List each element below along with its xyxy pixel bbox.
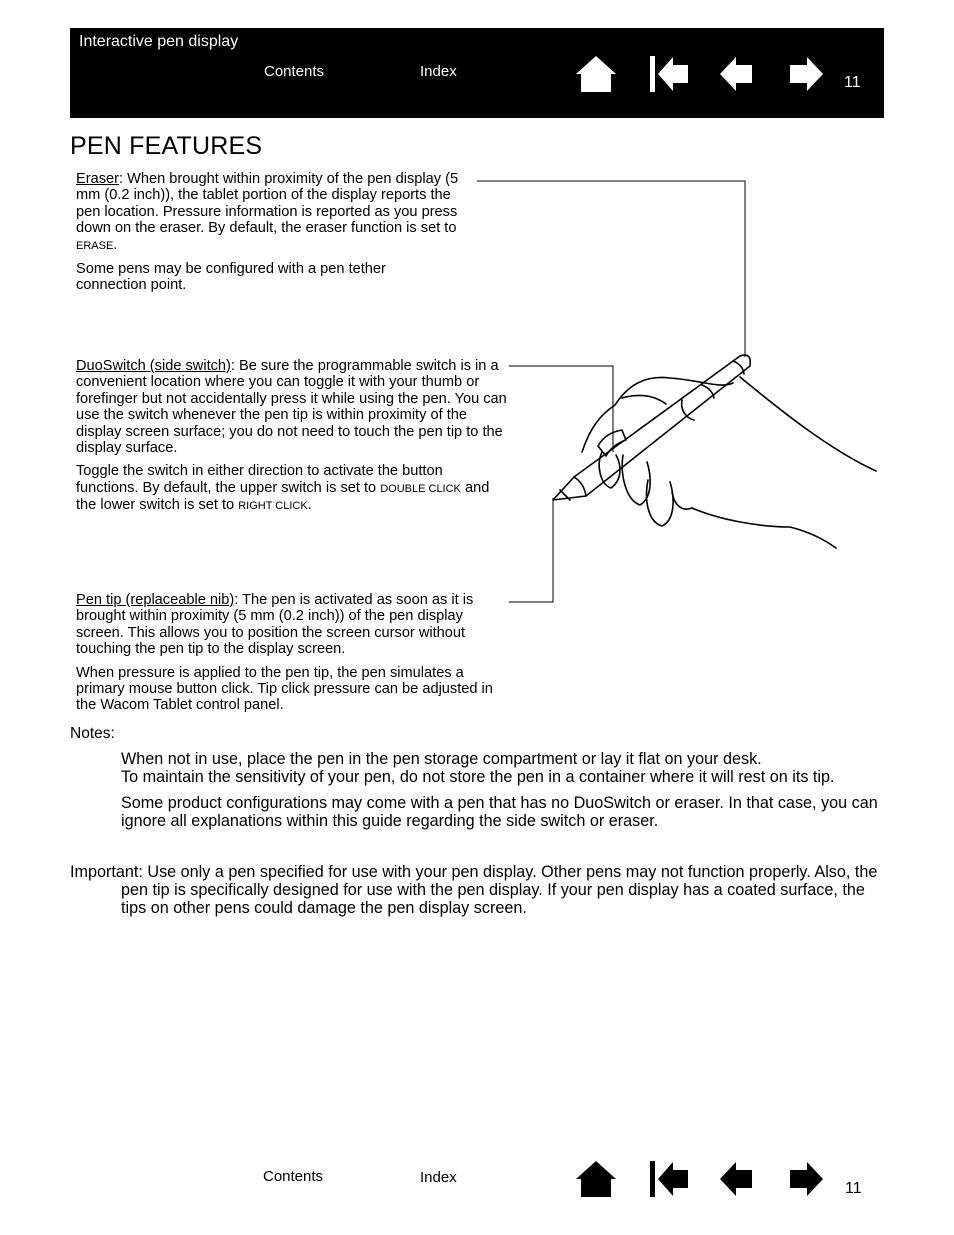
pen-tip-text: : The pen is activated as soon as it is brought within proximity (5 mm (0.2 inch)) of the pen display screen. This allows you to position the screen cursor without touching the pen tip to the display screen.: [76, 592, 474, 658]
pen-tip-pressure-note: When pressure is applied to the pen tip, the pen simulates a primary mouse button click. Tip click pressure can be adjusted in the Wacom Tablet control panel.: [76, 664, 493, 714]
page-number: 11: [844, 74, 861, 91]
right-click-setting: RIGHT CLICK: [238, 500, 308, 513]
eraser-end: .: [113, 236, 118, 253]
duoswitch-end: .: [307, 497, 312, 514]
notes-label: Notes:: [70, 725, 115, 742]
duoswitch-callout-line: [509, 366, 613, 452]
note-sensitivity: To maintain the sensitivity of your pen, do not store the pen in a container where it will rest on its tip.: [121, 768, 835, 786]
duoswitch-description: [76, 358, 508, 522]
duoswitch-term: DuoSwitch (side switch): [76, 358, 231, 374]
document-title: Interactive pen display: [79, 33, 239, 50]
pen-body: [553, 355, 750, 500]
first-page-icon: [646, 1157, 692, 1201]
important-note: Important: Use only a pen specified for use with your pen display. Other pens may not function properly. Also, the pen tip is specifically designed for use with the pen display. If your pen display has a coated surface, the tips on other pens could damage the pen display screen.: [70, 863, 878, 917]
footer-previous-page-button[interactable]: [716, 1157, 762, 1201]
note-configurations: Some product configurations may come with a pen that has no DuoSwitch or eraser. In that case, you can ignore all explanations within this guide regarding the side switch or eraser.: [121, 794, 878, 830]
eraser-term: Eraser: [76, 171, 119, 187]
contents-link[interactable]: Contents: [264, 63, 325, 80]
page-title: PEN FEATURES: [70, 132, 263, 160]
next-page-icon: [783, 52, 829, 96]
first-page-button[interactable]: [646, 52, 692, 96]
previous-page-icon: [716, 52, 762, 96]
previous-page-icon: [716, 1157, 762, 1201]
pen-tip-callout-line: [509, 498, 553, 602]
eraser-tether-note: Some pens may be configured with a pen tether connection point.: [76, 261, 386, 294]
note-storage: When not in use, place the pen in the pen storage compartment or lay it flat on your desk.: [121, 750, 762, 768]
home-button[interactable]: [573, 52, 619, 96]
previous-page-button[interactable]: [716, 52, 762, 96]
eraser-description: [76, 171, 476, 301]
side-switch: [598, 430, 626, 456]
home-icon: [573, 52, 619, 96]
duoswitch-text: : Be sure the programmable switch is in a convenient location where you can toggle it with your thumb or forefinger but not accidentally press it while using the pen. You can use the switch whenever the pen tip is within proximity of the display screen surface; you do not need to touch the pen tip to the display surface.: [76, 358, 507, 457]
eraser-text: : When brought within proximity of the pen display (5 mm (0.2 inch)), the tablet portion of the display reports the pen location. Pressure information is reported as you press down on the eraser. By default, the eraser function is set to: [76, 171, 459, 237]
footer-home-button[interactable]: [573, 1157, 619, 1201]
footer-contents-link[interactable]: Contents: [263, 1168, 324, 1185]
duoswitch-toggle-text: Toggle the switch in either direction to activate the button functions. By default, the upper switch is set to: [76, 463, 443, 496]
footer-index-link[interactable]: Index: [420, 1169, 457, 1186]
next-page-button[interactable]: [783, 52, 829, 96]
footer-nav: [70, 1155, 884, 1215]
hand-outline: [740, 377, 876, 471]
footer-first-page-button[interactable]: [646, 1157, 692, 1201]
double-click-setting: DOUBLE CLICK: [380, 482, 461, 495]
eraser-callout-line: [477, 181, 745, 357]
notes-section: [121, 750, 901, 838]
erase-setting: ERASE: [76, 239, 114, 252]
footer-next-page-button[interactable]: [783, 1157, 829, 1201]
first-page-icon: [646, 52, 692, 96]
footer-page-number: 11: [845, 1180, 862, 1197]
pen-tip-description: [76, 592, 512, 721]
next-page-icon: [783, 1157, 829, 1201]
home-icon: [573, 1157, 619, 1201]
pen-tip-term: Pen tip (replaceable nib): [76, 592, 235, 608]
header-bar: [70, 28, 884, 118]
duoswitch-toggle-text-2: and the lower switch is set to: [76, 479, 490, 514]
index-link[interactable]: Index: [420, 63, 457, 80]
